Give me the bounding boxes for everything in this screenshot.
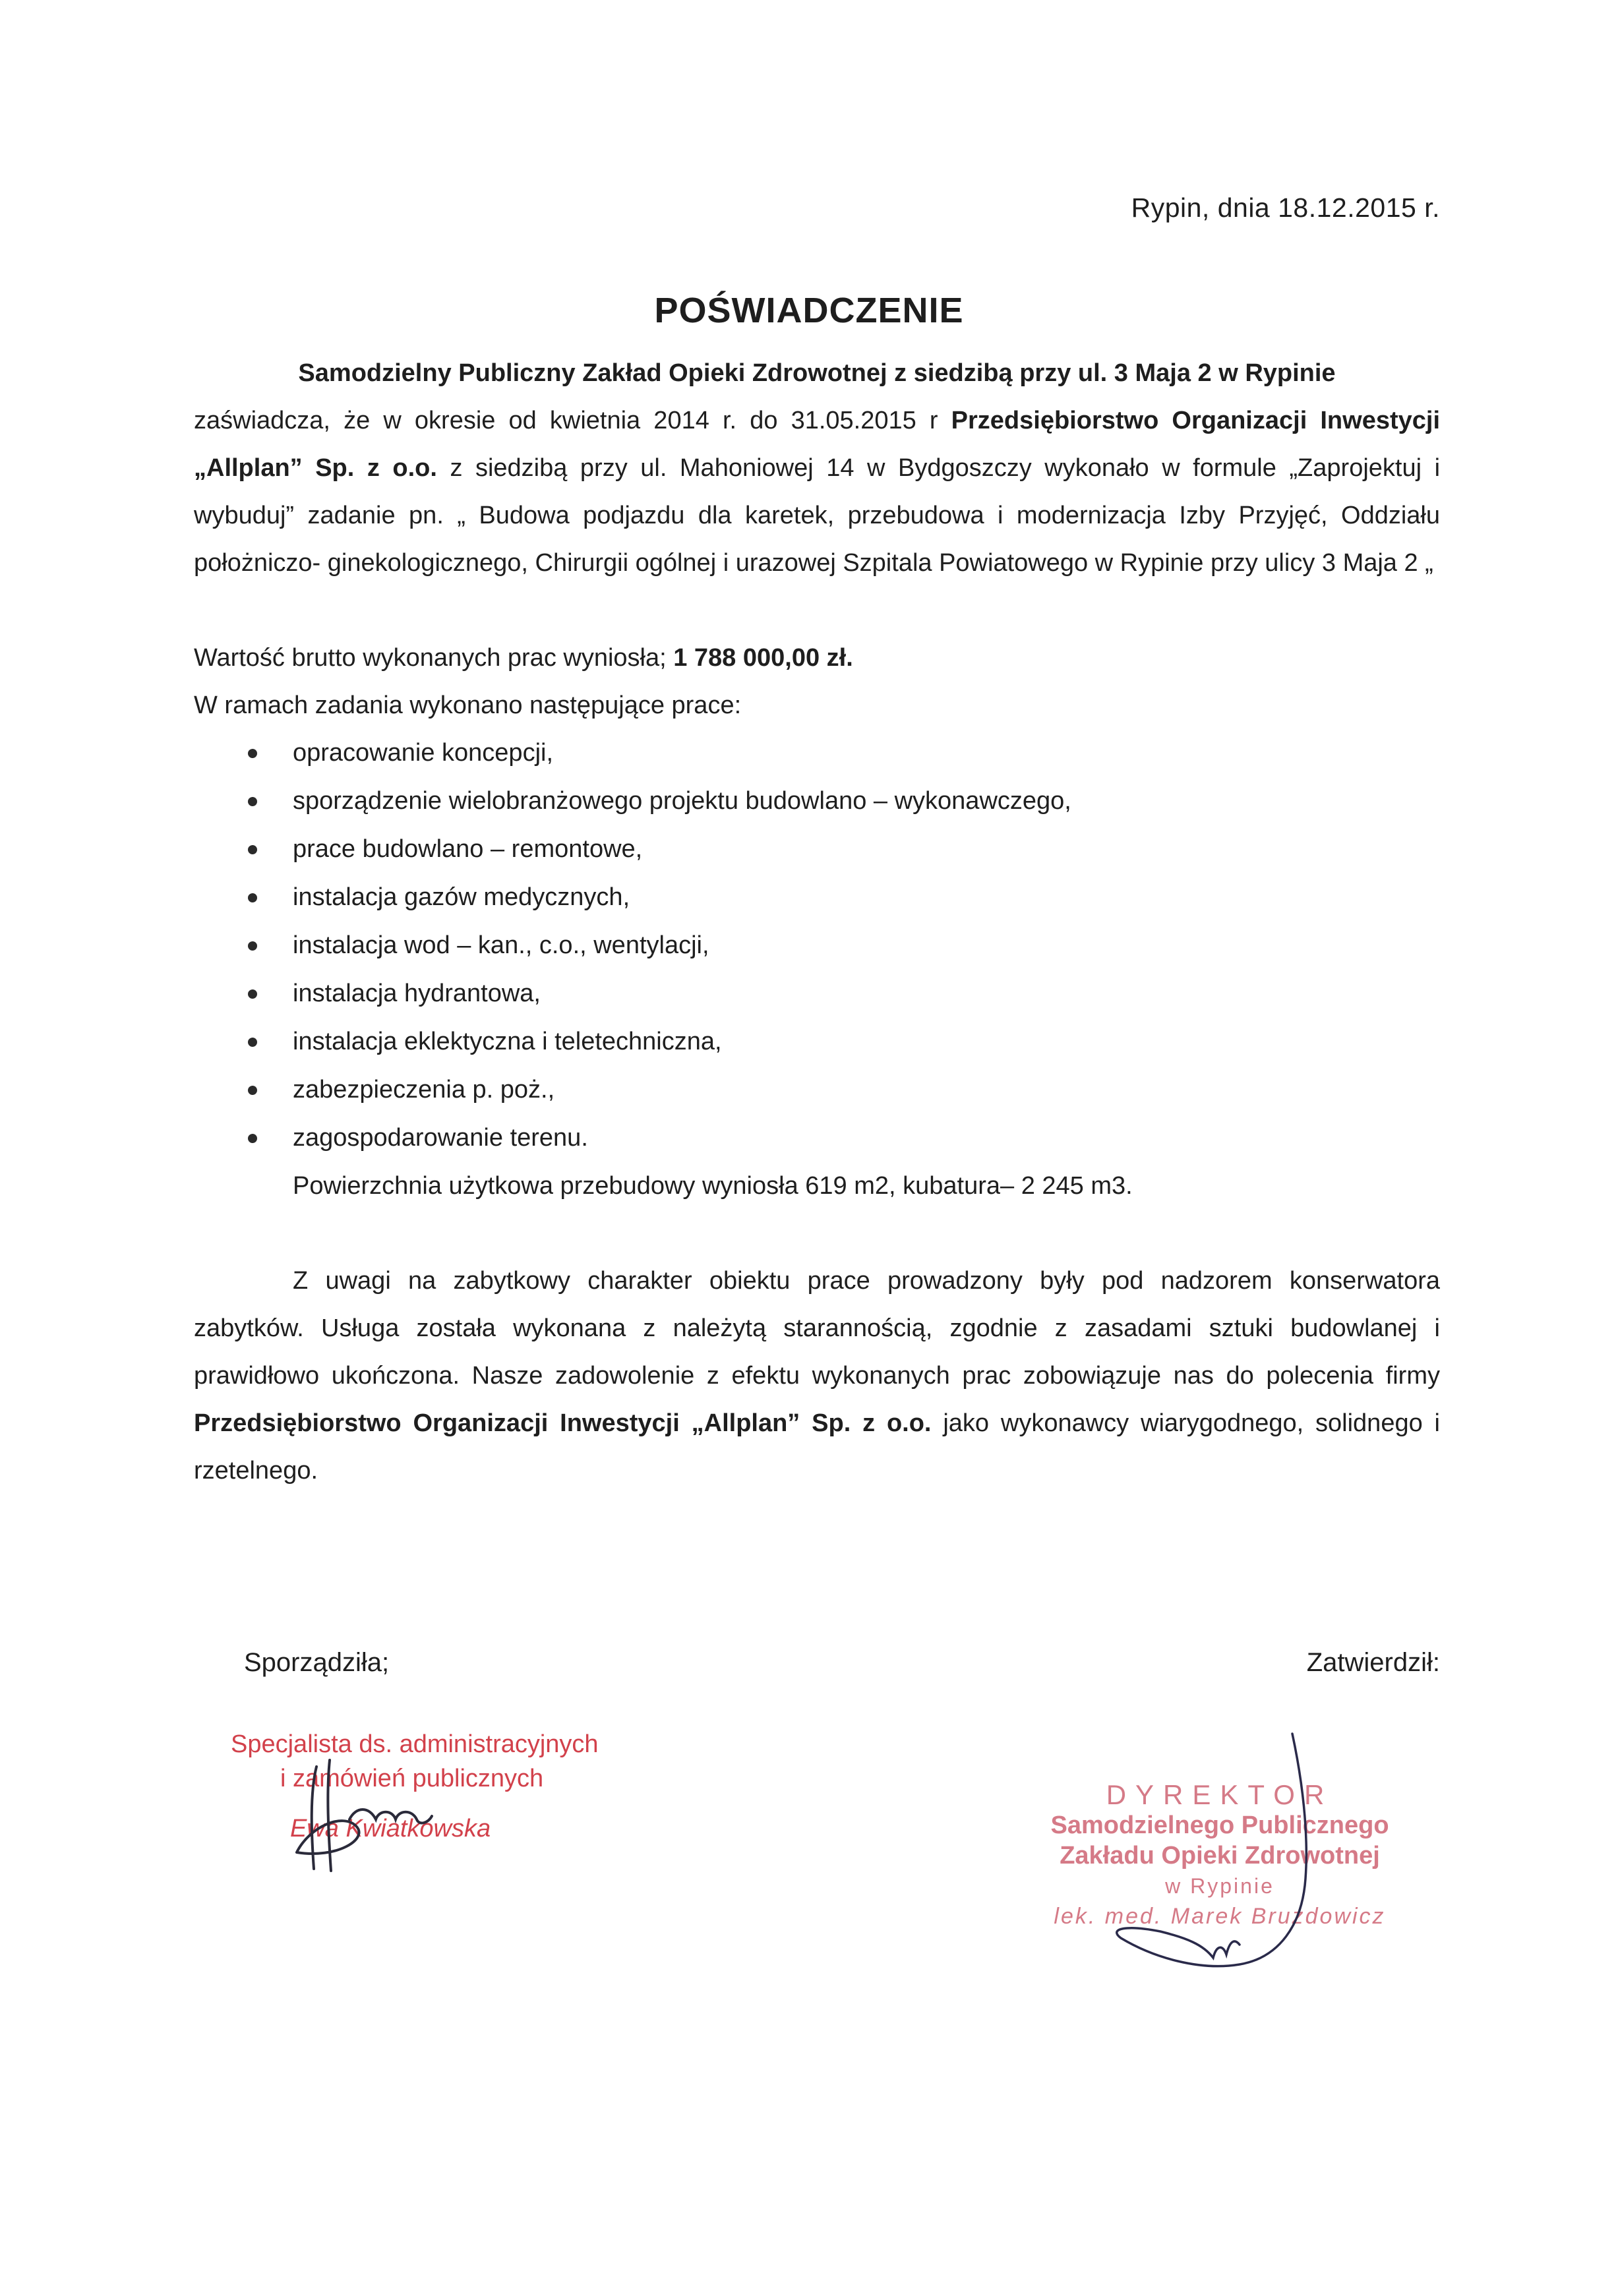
list-item: opracowanie koncepcji, bbox=[194, 729, 1440, 777]
prepared-by-label: Sporządziła; bbox=[244, 1648, 390, 1677]
bullet-icon bbox=[248, 797, 257, 806]
list-item: zabezpieczenia p. poż., bbox=[194, 1066, 1440, 1114]
preparer-department: i zamówień publicznych bbox=[280, 1765, 544, 1792]
bullet-icon bbox=[248, 941, 257, 951]
list-item: zagospodarowanie terenu. bbox=[194, 1114, 1440, 1162]
bullet-icon bbox=[248, 1134, 257, 1143]
bullet-icon bbox=[248, 749, 257, 758]
closing-paragraph bbox=[194, 1257, 1440, 1494]
institution-stamp-line1: Samodzielnego Publicznego bbox=[1050, 1811, 1389, 1839]
bullet-icon bbox=[248, 1038, 257, 1047]
works-intro: W ramach zadania wykonano następujące prace: bbox=[194, 692, 742, 719]
works-list bbox=[194, 729, 1440, 1162]
intro-text-2: z siedzibą przy ul. Mahoniowej 14 w Bydgoszczy wykonało w formule „Zaprojektuj i wybuduj” zadanie pn. „ Budowa podjazdu dla karetek, przebudowa i modernizacja Izby Przyjęć, Oddziału położniczo- ginekologicznego, Chirurgii ogólnej i urazowej Szpitala Powiatowego w Rypinie przy ulicy 3 Maja 2 „ bbox=[194, 454, 1441, 577]
bullet-icon bbox=[248, 893, 257, 902]
institution-stamp-line2: Zakładu Opieki Zdrowotnej bbox=[1060, 1842, 1380, 1869]
preparer-position: Specjalista ds. administracyjnych bbox=[231, 1730, 599, 1758]
spacer bbox=[194, 587, 1440, 634]
preparer-signature bbox=[270, 1753, 442, 1879]
intro-paragraph bbox=[194, 397, 1440, 587]
approved-by-label: Zatwierdził: bbox=[1306, 1648, 1440, 1677]
value-amount: 1 788 000,00 zł. bbox=[673, 644, 853, 672]
institution-stamp-city: w Rypinie bbox=[1165, 1874, 1274, 1898]
contractor-name: Przedsiębiorstwo Organizacji Inwestycji „Allplan” Sp. z o.o. bbox=[194, 407, 1440, 482]
closing-text-2: jako wykonawcy wiarygodnego, solidnego i rzetelnego. bbox=[194, 1409, 1441, 1485]
value-label: Wartość brutto wykonanych prac wyniosła; bbox=[194, 644, 674, 672]
list-item: instalacja wod – kan., c.o., wentylacji, bbox=[194, 922, 1440, 970]
list-item: instalacja hydrantowa, bbox=[194, 970, 1440, 1018]
list-item: sporządzenie wielobranżowego projektu budowlano – wykonawczego, bbox=[194, 777, 1440, 825]
bullet-icon bbox=[248, 1086, 257, 1095]
list-item: prace budowlano – remontowe, bbox=[194, 825, 1440, 873]
document-body bbox=[194, 349, 1440, 1494]
list-item: instalacja gazów medycznych, bbox=[194, 873, 1440, 922]
document-title: POŚWIADCZENIE bbox=[654, 291, 964, 330]
document-date: Rypin, dnia 18.12.2015 r. bbox=[1131, 192, 1440, 223]
director-title: DYREKTOR bbox=[1106, 1779, 1334, 1810]
spacer bbox=[194, 1210, 1440, 1257]
director-name: lek. med. Marek Bruzdowicz bbox=[1054, 1904, 1386, 1929]
intro-text-1: zaświadcza, że w okresie od kwietnia 2014 r. do 31.05.2015 r bbox=[194, 407, 951, 434]
closing-text-1: Z uwagi na zabytkowy charakter obiektu prace prowadzony były pod nadzorem konserwatora zabytków. Usługa została wykonana z należytą starannością, zgodnie z zasadami sztuki budowlanej i prawidłowo ukończona. Nasze zadowolenie z efektu wykonanych prac zobowiązuje nas do polecenia firmy bbox=[194, 1267, 1440, 1390]
bullet-icon bbox=[248, 845, 257, 854]
bullet-icon bbox=[248, 989, 257, 999]
value-line bbox=[194, 634, 1440, 682]
preparer-name: Ewa Kwiatkowska bbox=[290, 1815, 491, 1842]
contractor-name-closing: Przedsiębiorstwo Organizacji Inwestycji „Allplan” Sp. z o.o. bbox=[194, 1409, 932, 1437]
list-item: instalacja eklektyczna i teletechniczna, bbox=[194, 1018, 1440, 1066]
area-summary: Powierzchnia użytkowa przebudowy wyniosła 619 m2, kubatura– 2 245 m3. bbox=[293, 1172, 1133, 1200]
director-signature bbox=[1081, 1727, 1358, 2004]
institution-line: Samodzielny Publiczny Zakład Opieki Zdrowotnej z siedzibą przy ul. 3 Maja 2 w Rypinie bbox=[298, 359, 1336, 387]
